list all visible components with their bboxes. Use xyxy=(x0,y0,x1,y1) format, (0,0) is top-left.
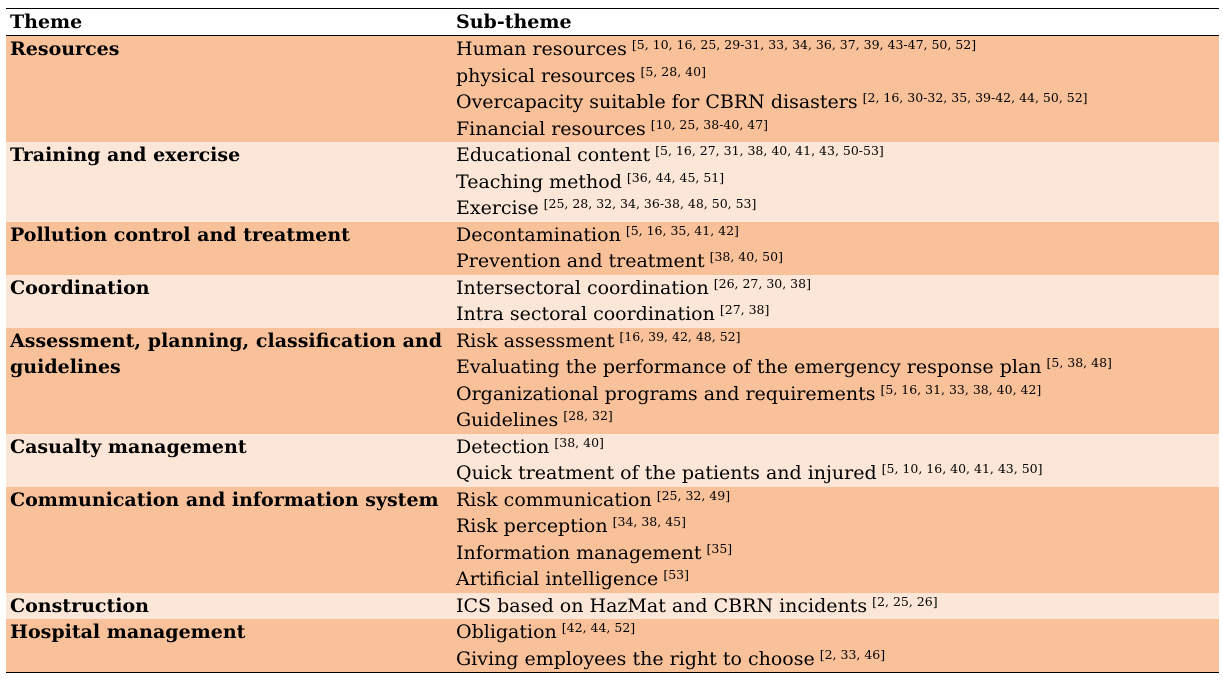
sub-theme-text: Intra sectoral coordination xyxy=(456,303,715,325)
sub-theme-item xyxy=(456,646,1219,673)
sub-theme-text: Human resources xyxy=(456,38,627,60)
sub-theme-text: Giving employees the right to choose xyxy=(456,647,815,670)
sub-theme-item xyxy=(456,566,1219,593)
sub-theme-item xyxy=(456,460,1219,487)
sub-theme-item xyxy=(456,222,1219,249)
theme-cell: Training and exercise xyxy=(10,144,241,166)
sub-theme-text: Guidelines xyxy=(456,409,559,431)
sub-theme-text: Overcapacity suitable for CBRN disasters xyxy=(456,91,858,113)
table-row xyxy=(6,619,1219,672)
table-row xyxy=(6,434,1219,487)
sub-theme-cell xyxy=(446,328,1219,434)
sub-theme-item xyxy=(456,301,1219,328)
sub-theme-item xyxy=(456,487,1219,514)
table-row xyxy=(6,487,1219,593)
sub-theme-cell xyxy=(446,619,1219,672)
sub-theme-cell xyxy=(446,434,1219,487)
theme-cell: Hospital management xyxy=(10,621,246,643)
themes-table xyxy=(6,8,1219,673)
sub-theme-item xyxy=(456,195,1219,222)
sub-theme-text: Obligation xyxy=(456,621,557,643)
reference-citations: [16, 39, 42, 48, 52] xyxy=(619,328,741,344)
reference-citations: [5, 16, 31, 33, 38, 40, 42] xyxy=(880,381,1042,397)
sub-theme-item xyxy=(456,275,1219,302)
sub-theme-text: ICS based on HazMat and CBRN incidents xyxy=(456,594,868,617)
reference-citations: [25, 32, 49] xyxy=(656,487,731,503)
theme-cell: Resources xyxy=(10,38,120,60)
sub-theme-item xyxy=(456,619,1219,646)
table-body xyxy=(6,36,1219,672)
reference-citations: [5, 16, 35, 41, 42] xyxy=(625,222,739,238)
reference-citations: [2, 25, 26] xyxy=(872,593,938,609)
theme-cell: Pollution control and treatment xyxy=(10,223,350,246)
sub-theme-item xyxy=(456,381,1219,408)
sub-theme-item xyxy=(456,169,1219,196)
sub-theme-text: Educational content xyxy=(456,144,651,166)
sub-theme-text: Risk perception xyxy=(456,515,608,537)
sub-theme-cell xyxy=(446,36,1219,142)
sub-theme-text: Detection xyxy=(456,435,550,458)
table-row xyxy=(6,36,1219,142)
sub-theme-text: Organizational programs and requirements xyxy=(456,382,876,405)
sub-theme-text: Information management xyxy=(456,541,702,564)
sub-theme-item xyxy=(456,593,1219,620)
theme-cell: Casualty management xyxy=(10,435,247,458)
table-row xyxy=(6,593,1219,620)
reference-citations: [25, 28, 32, 34, 36-38, 48, 50, 53] xyxy=(543,196,757,211)
sub-theme-item xyxy=(456,434,1219,461)
sub-theme-item xyxy=(456,513,1219,540)
reference-citations: [5, 10, 16, 25, 29-31, 33, 34, 36, 37, 39, 43-47, 50, 52] xyxy=(631,37,977,52)
sub-theme-item xyxy=(456,89,1219,116)
reference-citations: [27, 38] xyxy=(719,302,770,317)
reference-citations: [38, 40] xyxy=(554,434,604,450)
reference-citations: [5, 16, 27, 31, 38, 40, 41, 43, 50-53] xyxy=(655,143,884,158)
theme-cell: Construction xyxy=(10,594,149,617)
reference-citations: [5, 38, 48] xyxy=(1046,355,1112,370)
theme-cell: Coordination xyxy=(10,276,150,299)
sub-theme-cell xyxy=(446,487,1219,593)
reference-citations: [28, 32] xyxy=(563,408,613,423)
reference-citations: [5, 28, 40] xyxy=(640,63,706,79)
reference-citations: [36, 44, 45, 51] xyxy=(626,169,725,185)
sub-theme-cell xyxy=(446,222,1219,275)
reference-citations: [35] xyxy=(706,540,733,556)
sub-theme-cell xyxy=(446,275,1219,328)
sub-theme-text: Risk assessment xyxy=(456,329,615,352)
reference-citations: [38, 40, 50] xyxy=(709,249,783,264)
reference-citations: [2, 33, 46] xyxy=(819,646,886,662)
table-row xyxy=(6,328,1219,434)
sub-theme-text: Teaching method xyxy=(456,170,622,193)
table-row xyxy=(6,275,1219,328)
sub-theme-text: Decontamination xyxy=(456,223,621,246)
table-row xyxy=(6,222,1219,275)
reference-citations: [10, 25, 38-40, 47] xyxy=(650,116,769,132)
table-row xyxy=(6,142,1219,222)
sub-theme-text: Quick treatment of the patients and injured xyxy=(456,462,877,484)
sub-theme-text: Artificial intelligence xyxy=(456,568,659,590)
sub-theme-text: Evaluating the performance of the emergency response plan xyxy=(456,356,1042,378)
sub-theme-column-header: Sub-theme xyxy=(456,11,572,33)
theme-cell: Communication and information system xyxy=(10,488,439,511)
theme-cell: Assessment, planning, classification and guidelines xyxy=(10,329,442,378)
sub-theme-item xyxy=(456,407,1219,434)
sub-theme-item xyxy=(456,116,1219,143)
sub-theme-item xyxy=(456,142,1219,169)
sub-theme-cell xyxy=(446,142,1219,222)
sub-theme-item xyxy=(456,36,1219,63)
sub-theme-item xyxy=(456,354,1219,381)
sub-theme-text: Exercise xyxy=(456,197,539,219)
sub-theme-text: physical resources xyxy=(456,64,636,87)
reference-citations: [34, 38, 45] xyxy=(612,514,686,529)
theme-column-header: Theme xyxy=(10,11,83,33)
reference-citations: [2, 16, 30-32, 35, 39-42, 44, 50, 52] xyxy=(862,90,1088,105)
sub-theme-text: Financial resources xyxy=(456,117,646,140)
sub-theme-text: Prevention and treatment xyxy=(456,250,705,272)
sub-theme-item xyxy=(456,248,1219,275)
sub-theme-item xyxy=(456,328,1219,355)
reference-citations: [5, 10, 16, 40, 41, 43, 50] xyxy=(881,461,1043,476)
sub-theme-item xyxy=(456,63,1219,90)
reference-citations: [53] xyxy=(663,567,689,582)
sub-theme-cell xyxy=(446,593,1219,620)
sub-theme-text: Risk communication xyxy=(456,488,652,511)
sub-theme-text: Intersectoral coordination xyxy=(456,276,709,299)
table-header xyxy=(6,9,1219,36)
sub-theme-item xyxy=(456,540,1219,567)
reference-citations: [42, 44, 52] xyxy=(561,620,636,635)
reference-citations: [26, 27, 30, 38] xyxy=(713,275,811,291)
